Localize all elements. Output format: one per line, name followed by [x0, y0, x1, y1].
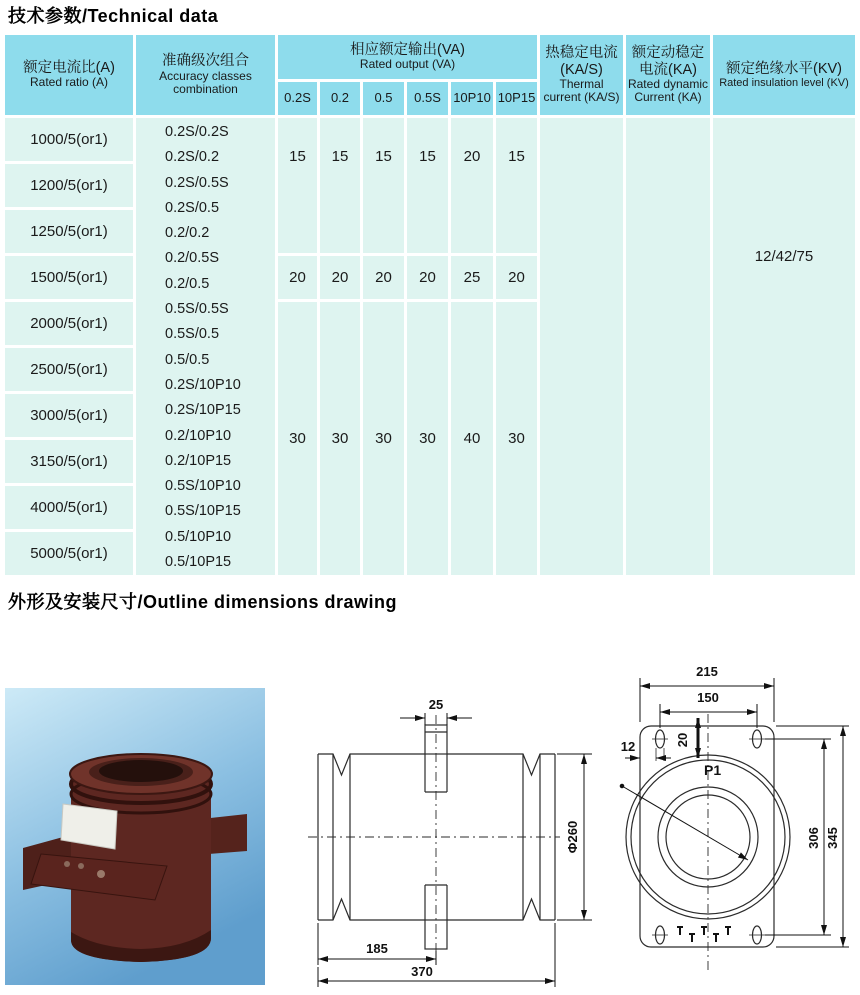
dimension-lines: [620, 678, 849, 947]
header-insulation-zh: 额定绝缘水平(KV): [726, 60, 842, 77]
ratio-cell: 1500/5(or1): [5, 256, 133, 299]
accuracy-line: 0.2/0.5S: [165, 250, 220, 267]
accuracy-classes-cell: [136, 118, 275, 575]
header-col-05: 0.5: [363, 82, 404, 115]
section-title-outline-dimensions: 外形及安装尺寸/Outline dimensions drawing: [8, 592, 398, 612]
dim-hole-pitch-h: 150: [697, 690, 719, 705]
ratio-cell: 3000/5(or1): [5, 394, 133, 437]
output-cell: 30: [363, 302, 404, 575]
dynamic-current-cell: [626, 118, 710, 575]
terminal-label-p1: P1: [704, 762, 722, 778]
product-photo: [5, 688, 265, 985]
header-col-02: 0.2: [320, 82, 360, 115]
accuracy-line: 0.2/10P15: [165, 452, 232, 469]
center-lines: [308, 715, 560, 965]
header-thermal-en: Thermal current (KA/S): [543, 76, 620, 105]
output-cell: 20: [451, 118, 493, 253]
thermal-current-cell: [540, 118, 623, 575]
dim-total-width: 370: [411, 964, 433, 979]
accuracy-line: 0.2S/10P10: [165, 376, 241, 393]
header-insulation-level: [713, 35, 855, 115]
output-cell: 15: [320, 118, 360, 253]
header-col-10p15: 10P15: [496, 82, 537, 115]
accuracy-line: 0.2S/10P15: [165, 402, 241, 419]
dim-terminal-offset: 20: [675, 732, 690, 748]
output-cell: 30: [278, 302, 317, 575]
accuracy-line: 0.2/10P10: [165, 427, 232, 444]
dim-plate-width: 215: [696, 664, 718, 679]
output-cell: 20: [363, 256, 404, 299]
accuracy-line: 0.2/0.5: [165, 275, 210, 292]
front-view-drawing: [615, 658, 860, 995]
header-thermal-zh: 热稳定电流(KA/S): [545, 45, 618, 78]
header-dynamic-current: [626, 35, 710, 115]
dim-edge-offset: 12: [620, 739, 636, 754]
accuracy-line: 0.5S/10P10: [165, 478, 241, 495]
output-cell: 40: [451, 302, 493, 575]
output-cell: 20: [320, 256, 360, 299]
header-col-05s: 0.5S: [407, 82, 448, 115]
terminal-marks: [677, 926, 731, 942]
header-rated-ratio-zh: 额定电流比(A): [23, 60, 115, 77]
header-thermal-current: [540, 35, 623, 115]
accuracy-line: 0.2/0.2: [165, 225, 210, 242]
header-insulation-en: Rated insulation level (KV): [719, 76, 849, 89]
header-accuracy-classes: [136, 35, 275, 115]
accuracy-line: 0.5/0.5: [165, 351, 210, 368]
header-rated-output-zh: 相应额定输出(VA): [350, 42, 465, 59]
accuracy-line: 0.5S/0.5S: [165, 301, 229, 318]
ratio-cell: 1000/5(or1): [5, 118, 133, 161]
output-cell: 15: [363, 118, 404, 253]
dim-hole-pitch-v: 306: [806, 827, 821, 849]
accuracy-line: 0.2S/0.2: [165, 149, 220, 166]
accuracy-line: 0.2S/0.5S: [165, 174, 229, 191]
ratio-cell: 1200/5(or1): [5, 164, 133, 207]
output-cell: 25: [451, 256, 493, 299]
accuracy-line: 0.5S/0.5: [165, 326, 220, 343]
output-cell: 20: [496, 256, 537, 299]
output-cell: 30: [407, 302, 448, 575]
ratio-cell: 2500/5(or1): [5, 348, 133, 391]
output-cell: 15: [496, 118, 537, 253]
header-accuracy-zh: 准确级次组合: [162, 53, 249, 70]
header-col-10p10: 10P10: [451, 82, 493, 115]
accuracy-line: 0.2S/0.5: [165, 199, 220, 216]
section-title-technical-data: 技术参数/Technical data: [8, 6, 219, 26]
header-accuracy-en: Accuracy classes combination: [159, 68, 252, 97]
dim-boss-width: 25: [428, 697, 444, 712]
header-rated-output-en: Rated output (VA): [359, 57, 456, 72]
output-cell: 30: [320, 302, 360, 575]
header-rated-ratio: [5, 35, 133, 115]
header-dynamic-zh: 额定动稳定电流(KA): [631, 45, 705, 78]
accuracy-line: 0.5/10P15: [165, 554, 232, 571]
side-view-drawing: [300, 687, 612, 995]
accuracy-line: 0.2S/0.2S: [165, 124, 229, 140]
header-rated-output: [278, 35, 537, 79]
ratio-cell: 1250/5(or1): [5, 210, 133, 253]
ratio-cell: 5000/5(or1): [5, 532, 133, 575]
accuracy-line: 0.5S/10P15: [165, 503, 241, 520]
dim-overall-height: 345: [825, 827, 840, 849]
ratio-cell: 4000/5(or1): [5, 486, 133, 529]
dim-diameter: Φ260: [565, 820, 580, 854]
output-cell: 20: [407, 256, 448, 299]
output-cell: 30: [496, 302, 537, 575]
header-dynamic-en: Rated dynamic Current (KA): [627, 76, 709, 105]
accuracy-line: 0.5/10P10: [165, 528, 232, 545]
output-cell: 15: [278, 118, 317, 253]
output-cell: 15: [407, 118, 448, 253]
dim-center-offset: 185: [366, 941, 388, 956]
technical-data-table: [5, 35, 855, 575]
header-col-02s: 0.2S: [278, 82, 317, 115]
ratio-cell: 2000/5(or1): [5, 302, 133, 345]
ratio-cell: 3150/5(or1): [5, 440, 133, 483]
insulation-level-cell: 12/42/75: [713, 118, 855, 575]
header-rated-ratio-en: Rated ratio (A): [29, 75, 109, 90]
output-cell: 20: [278, 256, 317, 299]
